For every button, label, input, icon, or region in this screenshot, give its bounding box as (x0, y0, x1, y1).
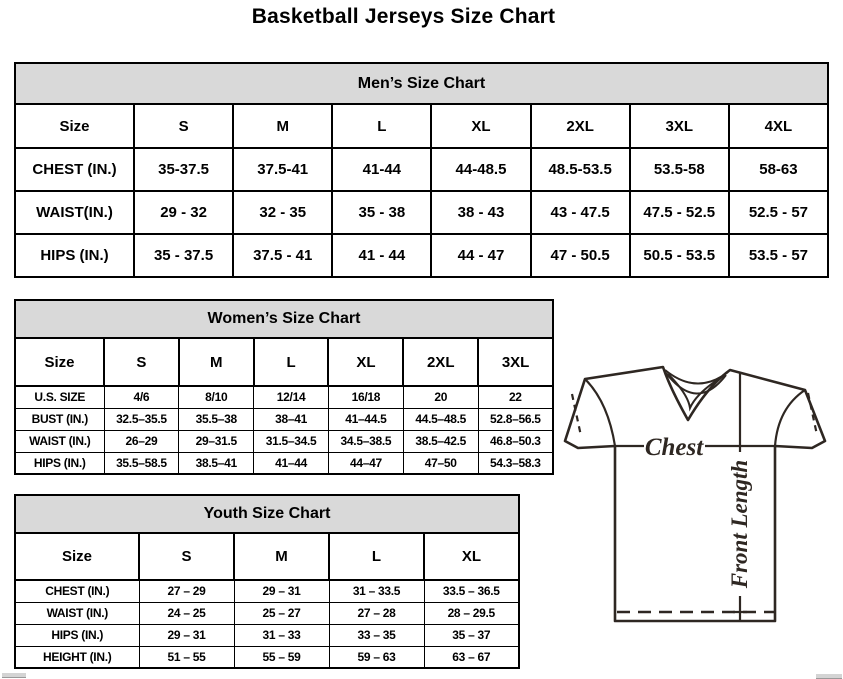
column-header: L (329, 533, 424, 580)
table-cell: 8/10 (179, 386, 254, 408)
table-cell: 32.5–35.5 (104, 408, 179, 430)
row-label: WAIST (IN.) (15, 430, 104, 452)
table-header-row (15, 104, 828, 148)
table-cell: 20 (403, 386, 478, 408)
table-cell: 44–47 (328, 452, 403, 474)
table-cell: 27 – 29 (139, 580, 234, 602)
table-cell: 29 – 31 (139, 624, 234, 646)
column-header: XL (431, 104, 530, 148)
column-header: 2XL (531, 104, 630, 148)
column-header: S (134, 104, 233, 148)
table-cell: 47–50 (403, 452, 478, 474)
table-row (15, 602, 519, 624)
h-scrollbar-right-fragment[interactable] (816, 674, 842, 679)
table-cell: 54.3–58.3 (478, 452, 553, 474)
h-scrollbar-left-fragment[interactable] (2, 673, 26, 678)
table-cell: 55 – 59 (234, 646, 329, 668)
table-cell: 59 – 63 (329, 646, 424, 668)
table-cell: 31.5–34.5 (254, 430, 329, 452)
table-cell: 44-48.5 (431, 148, 530, 191)
table-row (15, 580, 519, 602)
table-cell: 29 – 31 (234, 580, 329, 602)
table-cell: 29–31.5 (179, 430, 254, 452)
column-header: M (179, 338, 254, 386)
table-row (15, 234, 828, 277)
table-cell: 63 – 67 (424, 646, 519, 668)
row-label: CHEST (IN.) (15, 580, 139, 602)
table-cell: 41 - 44 (332, 234, 431, 277)
column-header: 3XL (630, 104, 729, 148)
column-header: Size (15, 533, 139, 580)
table-cell: 32 - 35 (233, 191, 332, 234)
table-cell: 35-37.5 (134, 148, 233, 191)
table-cell: 41-44 (332, 148, 431, 191)
table-cell: 16/18 (328, 386, 403, 408)
table-header-row (15, 533, 519, 580)
row-label: U.S. SIZE (15, 386, 104, 408)
table-cell: 31 – 33 (234, 624, 329, 646)
table-cell: 38.5–42.5 (403, 430, 478, 452)
column-header: M (233, 104, 332, 148)
mens-size-table (14, 62, 829, 278)
table-cell: 46.8–50.3 (478, 430, 553, 452)
table-cell: 35.5–38 (179, 408, 254, 430)
table-cell: 12/14 (254, 386, 329, 408)
table-cell: 51 – 55 (139, 646, 234, 668)
table-cell: 41–44.5 (328, 408, 403, 430)
table-cell: 58-63 (729, 148, 828, 191)
table-header-row (15, 338, 553, 386)
row-label: HIPS (IN.) (15, 624, 139, 646)
table-cell: 52.5 - 57 (729, 191, 828, 234)
table-title: Women’s Size Chart (15, 300, 553, 338)
row-label: WAIST(IN.) (15, 191, 134, 234)
table-cell: 44.5–48.5 (403, 408, 478, 430)
womens-size-table (14, 299, 554, 475)
row-label: HEIGHT (IN.) (15, 646, 139, 668)
column-header: S (104, 338, 179, 386)
table-cell: 52.8–56.5 (478, 408, 553, 430)
table-cell: 38–41 (254, 408, 329, 430)
column-header: 3XL (478, 338, 553, 386)
jersey-measurement-diagram (556, 360, 843, 636)
table-row (15, 452, 553, 474)
table-cell: 31 – 33.5 (329, 580, 424, 602)
table-cell: 50.5 - 53.5 (630, 234, 729, 277)
table-cell: 35.5–58.5 (104, 452, 179, 474)
row-label: CHEST (IN.) (15, 148, 134, 191)
table-cell: 43 - 47.5 (531, 191, 630, 234)
table-title-row (15, 300, 553, 338)
row-label: HIPS (IN.) (15, 234, 134, 277)
column-header: 2XL (403, 338, 478, 386)
table-row (15, 624, 519, 646)
table-cell: 47.5 - 52.5 (630, 191, 729, 234)
table-cell: 53.5 - 57 (729, 234, 828, 277)
table-cell: 41–44 (254, 452, 329, 474)
column-header: 4XL (729, 104, 828, 148)
table-title: Men’s Size Chart (15, 63, 828, 104)
row-label: BUST (IN.) (15, 408, 104, 430)
column-header: XL (328, 338, 403, 386)
chest-label: Chest (644, 434, 704, 461)
youth-size-table (14, 494, 520, 669)
column-header: XL (424, 533, 519, 580)
table-cell: 27 – 28 (329, 602, 424, 624)
page-title: Basketball Jerseys Size Chart (251, 5, 556, 28)
table-cell: 4/6 (104, 386, 179, 408)
table-title-row (15, 495, 519, 533)
table-row (15, 430, 553, 452)
table-cell: 47 - 50.5 (531, 234, 630, 277)
column-header: Size (15, 338, 104, 386)
column-header: L (254, 338, 329, 386)
table-cell: 29 - 32 (134, 191, 233, 234)
table-cell: 34.5–38.5 (328, 430, 403, 452)
table-cell: 28 – 29.5 (424, 602, 519, 624)
table-cell: 44 - 47 (431, 234, 530, 277)
table-cell: 22 (478, 386, 553, 408)
table-row (15, 646, 519, 668)
table-row (15, 386, 553, 408)
column-header: M (234, 533, 329, 580)
table-cell: 35 – 37 (424, 624, 519, 646)
table-cell: 37.5 - 41 (233, 234, 332, 277)
table-title-row (15, 63, 828, 104)
table-cell: 33 – 35 (329, 624, 424, 646)
table-cell: 53.5-58 (630, 148, 729, 191)
table-cell: 25 – 27 (234, 602, 329, 624)
table-row (15, 191, 828, 234)
column-header: L (332, 104, 431, 148)
table-title: Youth Size Chart (15, 495, 519, 533)
table-row (15, 408, 553, 430)
row-label: WAIST (IN.) (15, 602, 139, 624)
table-cell: 33.5 – 36.5 (424, 580, 519, 602)
table-cell: 37.5-41 (233, 148, 332, 191)
table-cell: 38 - 43 (431, 191, 530, 234)
column-header: Size (15, 104, 134, 148)
table-cell: 48.5-53.5 (531, 148, 630, 191)
table-cell: 24 – 25 (139, 602, 234, 624)
table-row (15, 148, 828, 191)
table-cell: 26–29 (104, 430, 179, 452)
table-cell: 35 - 38 (332, 191, 431, 234)
row-label: HIPS (IN.) (15, 452, 104, 474)
table-cell: 38.5–41 (179, 452, 254, 474)
column-header: S (139, 533, 234, 580)
front-length-label: Front Length (727, 459, 752, 589)
table-cell: 35 - 37.5 (134, 234, 233, 277)
